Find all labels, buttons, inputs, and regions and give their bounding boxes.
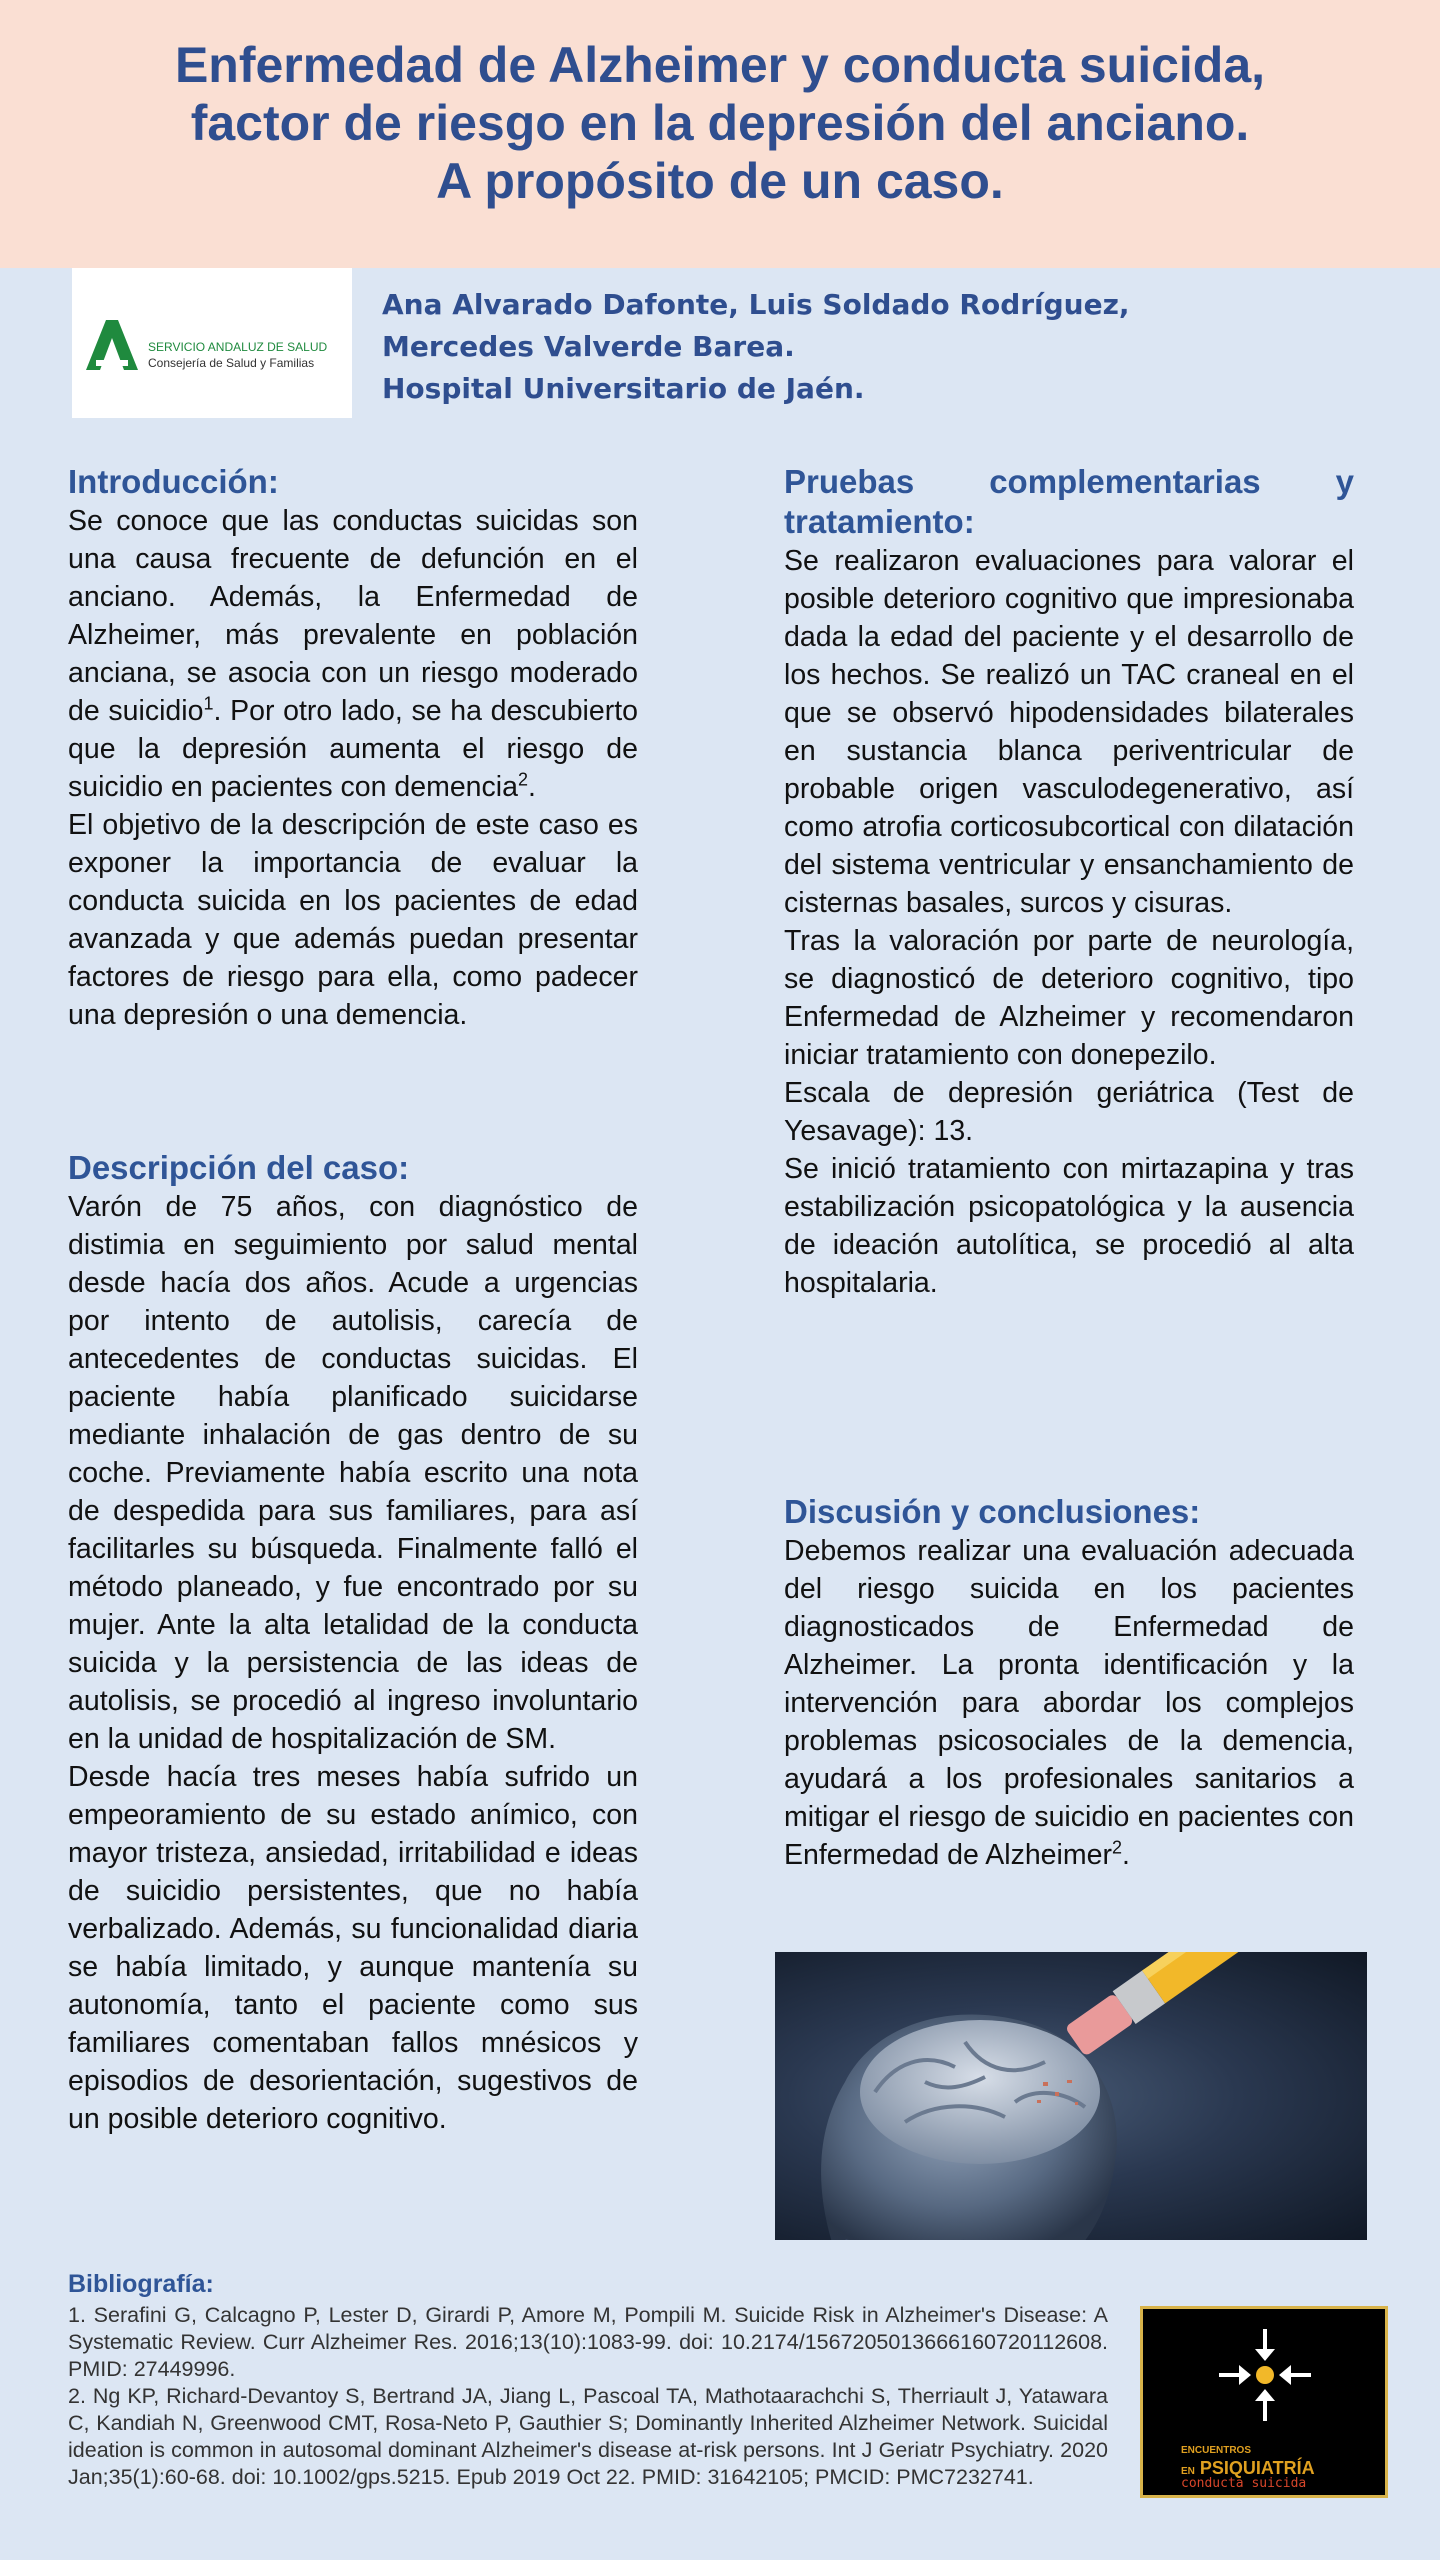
badge-text-encuentros: ENCUENTROS — [1181, 2445, 1252, 2456]
bibliography-reference-1: 1. Serafini G, Calcagno P, Lester D, Girardi P, Amore M, Pompili M. Suicide Risk in Alzheimer's Disease: A Systematic Review. Curr Alzheimer Res. 2016;13(10):1083-99. doi: 10.2174/1567205013666160720112608. PMID: 27449996. — [68, 2303, 1108, 2381]
authors-line-1: Ana Alvarado Dafonte, Luis Soldado Rodríguez, — [382, 288, 1130, 321]
header-banner — [0, 0, 1440, 268]
badge-text-en: EN — [1181, 2466, 1195, 2477]
introduction-paragraph-2: El objetivo de la descripción de este caso es exponer la importancia de evaluar la conducta suicida en los pacientes de edad avanzada y que además puedan presentar factores de riesgo para ella, como padecer una depresión o una demencia. — [68, 809, 638, 1031]
affiliation: Hospital Universitario de Jaén. — [382, 372, 865, 405]
logo-text-service: SERVICIO ANDALUZ DE SALUD — [148, 340, 328, 354]
authors-block — [382, 284, 1130, 410]
bibliography-section — [68, 2268, 1108, 2491]
conclusions-paragraph: Debemos realizar una evaluación adecuada del riesgo suicida en los pacientes diagnosticados de Enfermedad de Alzheimer. La pronta identificación y la intervención para abordar los complejos problemas psicosociales de la demencia, ayudará a los profesionales sanitarios a mitigar el riesgo de suicidio en pacientes con Enfermedad de Alzheimer$^2$. — [784, 1535, 1354, 1871]
logo-text-department: Consejería de Salud y Familias — [148, 356, 315, 370]
conclusions-section — [784, 1492, 1354, 1874]
case-paragraph-1: Varón de 75 años, con diagnóstico de distimia en seguimiento por salud mental desde hacía dos años. Acude a urgencias por intento de autolisis, carecía de antecedentes de conductas suicidas. El paciente había planificado suicidarse mediante inhalación de gas dentro de su coche. Previamente había escrito una nota de despedida para sus familiares, para así facilitarles su búsqueda. Finalmente falló el método planeado, y fue encontrado por su mujer. Ante la alta letalidad de la conducta suicida y la persistencia de las ideas de autolisis, se procedió al ingreso involuntario en la unidad de hospitalización de SM. — [68, 1191, 638, 1755]
brain-pencil-illustration — [775, 1952, 1367, 2240]
bibliography-reference-2: 2. Ng KP, Richard-Devantoy S, Bertrand JA, Jiang L, Pascoal TA, Mathotaarachchi S, Therriault J, Yatawara C, Kandiah N, Greenwood CMT, Rosa-Neto P, Gauthier S; Dominantly Inherited Alzheimer Network. Suicidal ideation is common in autosomal dominant Alzheimer's disease at-risk persons. Int J Geriatr Psychiatry. 2020 Jan;35(1):60-68. doi: 10.1002/gps.5215. Epub 2019 Oct 22. PMID: 31642105; PMCID: PMC7232741. — [68, 2384, 1108, 2489]
tests-paragraph-2: Tras la valoración por parte de neurología, se diagnosticó de deterioro cognitivo, tipo Enfermedad de Alzheimer y recomendaron iniciar tratamiento con donepezilo. — [784, 925, 1354, 1071]
reference-1: 1 — [203, 693, 214, 714]
badge-text-psiquiatria: EN PSIQUIATRÍA — [1181, 2458, 1315, 2478]
bibliography-heading: Bibliografía: — [68, 2270, 214, 2298]
brain-eraser-icon — [775, 1952, 1367, 2240]
junta-andalucia-logo-icon — [80, 316, 144, 374]
tests-paragraph-4: Se inició tratamiento con mirtazapina y tras estabilización psicopatológica y la ausencia de ideación autolítica, se procedió al alta hospitalaria. — [784, 1153, 1354, 1299]
title-line-2: factor de riesgo en la depresión del anciano. — [190, 95, 1250, 151]
title-line-1: Enfermedad de Alzheimer y conducta suicida, — [174, 37, 1266, 93]
badge-text-conducta-suicida: conducta suicida — [1181, 2476, 1307, 2491]
case-paragraph-2: Desde hacía tres meses había sufrido un empeoramiento de su estado anímico, con mayor tristeza, ansiedad, irritabilidad e ideas de suicidio persistentes, que no había verbalizado. Además, su funcionalidad diaria se había limitado, y aunque mantenía su autonomía, tanto el paciente como sus familiares comentaban fallos mnésicos y episodios de desorientación, sugestivos de un posible deterioro cognitivo. — [68, 1761, 638, 2135]
case-description-section — [68, 1148, 638, 2138]
poster-title — [0, 36, 1440, 210]
case-description-heading: Descripción del caso: — [68, 1149, 410, 1186]
introduction-paragraph-1: Se conoce que las conductas suicidas son una causa frecuente de defunción en el anciano. Además, la Enfermedad de Alzheimer, más prevalente en población anciana, se asocia con un riesgo moderado de suicidio$^1$. Por otro lado, se ha descubierto que la depresión aumenta el riesgo de suicidio en pacientes con demencia$^2$. — [68, 505, 638, 803]
conclusions-heading: Discusión y conclusiones: — [784, 1493, 1201, 1530]
sas-logo — [72, 268, 352, 418]
encuentros-psiquiatria-badge — [1140, 2306, 1388, 2498]
arrows-converging-icon — [1143, 2309, 1391, 2449]
reference-2: 2 — [517, 769, 528, 790]
introduction-heading: Introducción: — [68, 463, 279, 500]
tests-treatment-heading: Pruebas complementarias y tratamiento: — [784, 463, 1354, 540]
title-line-3: A propósito de un caso. — [436, 153, 1004, 209]
reference-2-conclusions: 2 — [1111, 1837, 1122, 1858]
authors-line-2: Mercedes Valverde Barea. — [382, 330, 795, 363]
tests-paragraph-3: Escala de depresión geriátrica (Test de Yesavage): 13. — [784, 1077, 1354, 1147]
tests-treatment-section — [784, 462, 1354, 1302]
introduction-section — [68, 462, 638, 1034]
tests-paragraph-1: Se realizaron evaluaciones para valorar el posible deterioro cognitivo que impresionaba dada la edad del paciente y el desarrollo de los hechos. Se realizó un TAC craneal en el que se observó hipodensidades bilaterales en sustancia blanca periventricular de probable origen vasculodegenerativo, así como atrofia corticosubcortical con dilatación del sistema ventricular y ensanchamiento de cisternas basales, surcos y cisuras. — [784, 545, 1354, 919]
